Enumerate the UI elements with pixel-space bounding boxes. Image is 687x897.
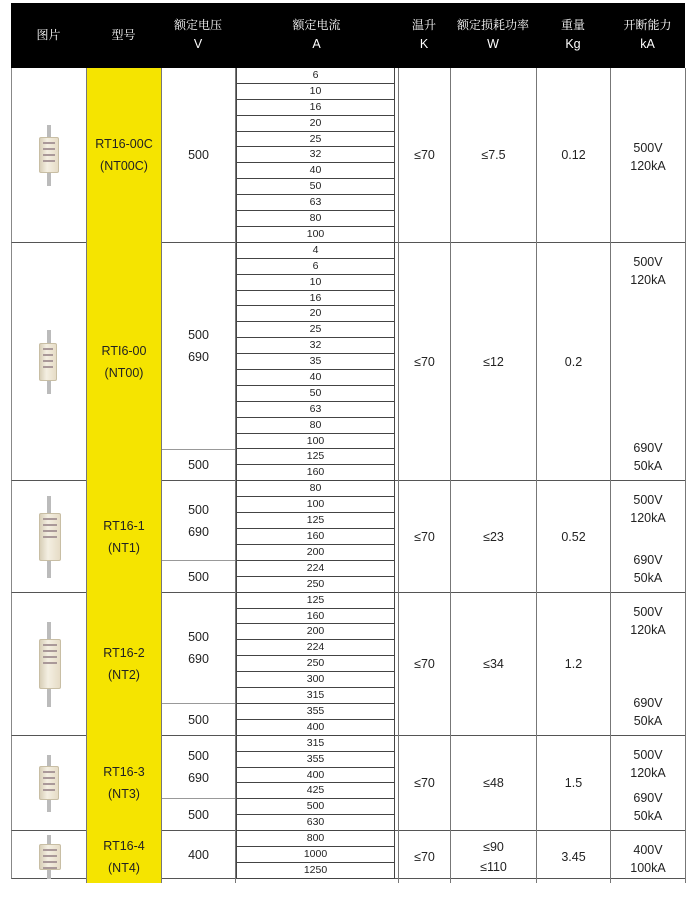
current-value: 1000 (236, 847, 395, 863)
breaking-capacity-entry (630, 605, 665, 637)
power-loss-cell (451, 593, 537, 736)
current-value: 250 (236, 656, 395, 672)
current-value: 63 (236, 402, 395, 418)
rated-voltage-cell (162, 736, 236, 831)
breaking-capacity-value: 690V (633, 695, 663, 710)
model-cell (87, 481, 162, 592)
weight-cell (537, 593, 611, 736)
fuse-image (39, 330, 59, 395)
breaking-capacity-cell (611, 481, 686, 592)
voltage-segment (162, 704, 235, 736)
header-image (11, 3, 86, 68)
rated-current-cell (236, 481, 399, 592)
voltage-segment (162, 243, 235, 450)
breaking-capacity-value: 120kA (630, 272, 666, 287)
product-row (11, 831, 685, 879)
rated-voltage-cell (162, 243, 236, 481)
model-cell (87, 736, 162, 831)
power-loss-cell (451, 831, 537, 883)
current-value: 100 (236, 497, 395, 513)
temp-rise-value: ≤70 (414, 355, 435, 370)
breaking-capacity-entry (633, 553, 662, 585)
product-image-cell (12, 68, 87, 243)
current-value: 125 (236, 449, 395, 465)
current-value: 6 (236, 259, 395, 275)
breaking-capacity-value: 690V (633, 441, 663, 456)
current-value: 16 (236, 291, 395, 307)
voltage-value: 500 (188, 502, 209, 517)
power-loss-value: ≤7.5 (481, 148, 506, 163)
temp-rise-value: ≤70 (414, 148, 435, 163)
voltage-value: 690 (188, 771, 209, 786)
rated-current-cell (236, 736, 399, 831)
breaking-capacity-entry (633, 791, 662, 823)
weight-value: 0.2 (564, 355, 583, 370)
temp-rise-value: ≤70 (414, 530, 435, 545)
temp-rise-cell (399, 243, 451, 481)
header-label: 开断能力 (623, 18, 672, 33)
temp-rise-value: ≤70 (414, 657, 435, 672)
breaking-capacity-cell (611, 593, 686, 736)
fuse-spec-table (11, 3, 685, 879)
current-value: 6 (236, 68, 395, 84)
current-value: 160 (236, 529, 395, 545)
weight-cell (537, 481, 611, 592)
power-loss-value: ≤48 (483, 776, 504, 791)
breaking-capacity-value: 120kA (630, 765, 666, 780)
header-breaking-capacity (610, 3, 685, 68)
product-row (11, 481, 685, 592)
rated-current-cell (236, 243, 399, 481)
breaking-capacity-cell (611, 831, 686, 883)
model-label: (NT4) (108, 861, 140, 876)
current-value: 224 (236, 640, 395, 656)
temp-rise-cell (399, 481, 451, 592)
header-weight (536, 3, 610, 68)
rated-voltage-cell (162, 481, 236, 592)
breaking-capacity-cell (611, 243, 686, 481)
breaking-capacity-value: 50kA (633, 713, 663, 728)
product-image-cell (12, 736, 87, 831)
product-row (11, 243, 685, 482)
rated-voltage-cell (162, 593, 236, 736)
breaking-capacity-value: 50kA (633, 570, 663, 585)
weight-value: 1.2 (564, 657, 583, 672)
temp-rise-value: ≤70 (414, 776, 435, 791)
weight-value: 0.12 (561, 148, 586, 163)
breaking-capacity-value: 120kA (630, 159, 666, 174)
breaking-capacity-value: 500V (633, 254, 663, 269)
temp-rise-cell (399, 593, 451, 736)
breaking-capacity-entry (630, 843, 665, 875)
temp-rise-cell (399, 736, 451, 831)
breaking-capacity-value: 690V (633, 552, 663, 567)
voltage-segment (162, 799, 235, 831)
header-label: 额定电压 (173, 18, 222, 33)
rated-current-cell (236, 593, 399, 736)
model-label: RT16-2 (103, 646, 145, 661)
power-loss-cell (451, 243, 537, 481)
current-value: 50 (236, 386, 395, 402)
model-cell (87, 243, 162, 481)
current-value: 100 (236, 434, 395, 450)
current-value: 160 (236, 465, 395, 481)
fuse-image (39, 755, 59, 813)
current-value: 20 (236, 306, 395, 322)
fuse-image (39, 125, 59, 186)
power-loss-value: ≤90 (483, 840, 504, 855)
current-value: 250 (236, 577, 395, 593)
fuse-image (39, 622, 59, 707)
product-image-cell (12, 831, 87, 883)
current-value: 300 (236, 672, 395, 688)
weight-cell (537, 243, 611, 481)
voltage-value: 500 (188, 808, 209, 823)
model-cell (87, 593, 162, 736)
breaking-capacity-entry (630, 748, 665, 780)
power-loss-value: ≤34 (483, 657, 504, 672)
current-value: 400 (236, 768, 395, 784)
voltage-value: 500 (188, 712, 209, 727)
breaking-capacity-entry (633, 441, 662, 473)
breaking-capacity-cell (611, 736, 686, 831)
header-rated-voltage (161, 3, 235, 68)
header-unit: A (312, 37, 321, 52)
voltage-segment (162, 561, 235, 593)
product-row (11, 593, 685, 736)
voltage-segment (162, 450, 235, 482)
model-label: (NT3) (108, 787, 140, 802)
temp-rise-cell (399, 68, 451, 243)
current-value: 35 (236, 354, 395, 370)
breaking-capacity-entry (633, 696, 662, 728)
breaking-capacity-value: 120kA (630, 511, 666, 526)
breaking-capacity-value: 500V (633, 141, 663, 156)
current-value: 630 (236, 815, 395, 831)
model-label: RT16-3 (103, 765, 145, 780)
breaking-capacity-value: 500V (633, 493, 663, 508)
breaking-capacity-value: 690V (633, 791, 663, 806)
product-image-cell (12, 481, 87, 592)
current-value: 355 (236, 704, 395, 720)
voltage-value: 500 (188, 569, 209, 584)
voltage-value: 500 (188, 458, 209, 473)
fuse-image (39, 835, 59, 879)
current-value: 32 (236, 338, 395, 354)
breaking-capacity-value: 50kA (633, 459, 663, 474)
power-loss-value: ≤110 (480, 860, 507, 875)
current-value: 1250 (236, 863, 395, 879)
current-value: 25 (236, 322, 395, 338)
header-label: 温升 (411, 18, 436, 33)
product-image-cell (12, 243, 87, 481)
current-value: 315 (236, 736, 395, 752)
current-value: 80 (236, 481, 395, 497)
product-image-cell (12, 593, 87, 736)
header-unit: Kg (565, 37, 581, 52)
header-unit: V (193, 37, 203, 52)
current-value: 400 (236, 720, 395, 736)
current-value: 200 (236, 545, 395, 561)
voltage-value: 500 (188, 148, 209, 163)
current-value: 63 (236, 195, 395, 211)
model-label: (NT00) (104, 366, 144, 381)
current-value: 50 (236, 179, 395, 195)
voltage-segment (162, 481, 235, 561)
weight-value: 1.5 (564, 776, 583, 791)
current-value: 500 (236, 799, 395, 815)
current-value: 80 (236, 418, 395, 434)
header-temp-rise (398, 3, 450, 68)
header-rated-current (235, 3, 398, 68)
header-unit: K (419, 37, 429, 52)
breaking-capacity-value: 400V (633, 843, 663, 858)
rated-current-cell (236, 831, 399, 883)
voltage-value: 500 (188, 749, 209, 764)
breaking-capacity-entry (630, 493, 665, 525)
power-loss-cell (451, 736, 537, 831)
voltage-value: 690 (188, 349, 209, 364)
current-value: 16 (236, 100, 395, 116)
header-label: 额定损耗功率 (456, 18, 529, 33)
header-model (86, 3, 161, 68)
current-value: 32 (236, 147, 395, 163)
temp-rise-value: ≤70 (414, 850, 435, 865)
voltage-value: 500 (188, 629, 209, 644)
weight-cell (537, 68, 611, 243)
breaking-capacity-value: 500V (633, 747, 663, 762)
power-loss-cell (451, 481, 537, 592)
product-row (11, 68, 685, 243)
voltage-value: 690 (188, 524, 209, 539)
current-value: 100 (236, 227, 395, 243)
model-cell (87, 68, 162, 243)
table-header (11, 3, 685, 68)
current-value: 125 (236, 593, 395, 609)
voltage-segment (162, 831, 235, 879)
model-label: (NT2) (108, 668, 140, 683)
model-cell (87, 831, 162, 883)
breaking-capacity-value: 100kA (630, 861, 666, 876)
current-value: 160 (236, 609, 395, 625)
current-value: 80 (236, 211, 395, 227)
weight-value: 3.45 (561, 850, 586, 865)
voltage-segment (162, 736, 235, 800)
header-label: 图片 (36, 27, 61, 42)
power-loss-cell (451, 68, 537, 243)
current-value: 4 (236, 243, 395, 259)
current-value: 800 (236, 831, 395, 847)
current-value: 425 (236, 783, 395, 799)
voltage-value: 500 (188, 327, 209, 342)
voltage-value: 690 (188, 651, 209, 666)
rated-voltage-cell (162, 831, 236, 883)
voltage-value: 400 (188, 848, 209, 863)
voltage-segment (162, 593, 235, 704)
header-label: 重量 (560, 18, 585, 33)
current-value: 40 (236, 370, 395, 386)
breaking-capacity-entry (630, 141, 665, 173)
breaking-capacity-value: 50kA (633, 809, 663, 824)
breaking-capacity-entry (630, 255, 665, 287)
temp-rise-cell (399, 831, 451, 883)
power-loss-value: ≤12 (483, 355, 504, 370)
header-unit: W (487, 37, 499, 52)
product-row (11, 736, 685, 831)
power-loss-value: ≤23 (483, 530, 504, 545)
breaking-capacity-value: 500V (633, 604, 663, 619)
model-label: RTI6-00 (101, 344, 147, 359)
model-label: RT16-1 (103, 519, 145, 534)
fuse-image (39, 496, 59, 578)
breaking-capacity-cell (611, 68, 686, 243)
model-label: (NT1) (108, 541, 140, 556)
rated-voltage-cell (162, 68, 236, 243)
model-label: RT16-4 (103, 839, 145, 854)
header-power-loss (450, 3, 536, 68)
current-value: 20 (236, 116, 395, 132)
current-value: 25 (236, 132, 395, 148)
current-value: 10 (236, 84, 395, 100)
weight-cell (537, 736, 611, 831)
current-value: 355 (236, 752, 395, 768)
current-value: 40 (236, 163, 395, 179)
current-value: 10 (236, 275, 395, 291)
breaking-capacity-value: 120kA (630, 622, 666, 637)
model-label: RT16-00C (95, 137, 153, 152)
model-label: (NT00C) (100, 159, 148, 174)
weight-value: 0.52 (561, 530, 586, 545)
voltage-segment (162, 68, 235, 243)
header-label: 型号 (111, 27, 136, 42)
header-unit: kA (640, 37, 655, 52)
current-value: 315 (236, 688, 395, 704)
weight-cell (537, 831, 611, 883)
rated-current-cell (236, 68, 399, 243)
current-value: 125 (236, 513, 395, 529)
current-value: 224 (236, 561, 395, 577)
header-label: 额定电流 (292, 18, 341, 33)
current-value: 200 (236, 624, 395, 640)
